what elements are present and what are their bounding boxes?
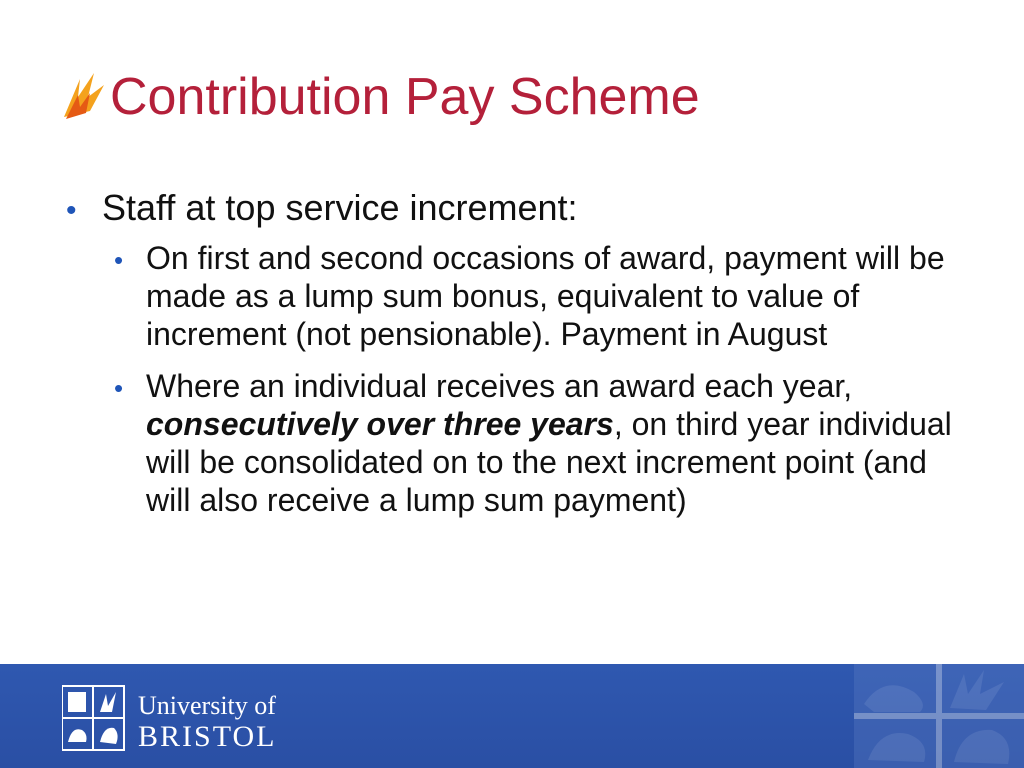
sub-bullet-list bbox=[114, 239, 976, 519]
bullet-dot: • bbox=[66, 194, 77, 227]
flame-icon bbox=[60, 67, 106, 127]
bullet-level1 bbox=[66, 186, 976, 233]
university-crest-logo bbox=[62, 682, 312, 754]
bullet-level1-text: Staff at top service increment: bbox=[102, 187, 578, 228]
slide-title: Contribution Pay Scheme bbox=[110, 68, 700, 126]
sub-bullet-2-tail: , on third year individual will be consolidated on to the next increment point (and will also receive a lump sum payment) bbox=[146, 406, 952, 518]
crest-watermark bbox=[854, 664, 1024, 768]
logo-line2: BRISTOL bbox=[138, 720, 277, 753]
crest-shield bbox=[62, 686, 124, 750]
sub-bullet-2-text bbox=[146, 367, 976, 519]
sub-bullet-2-lead: Where an individual receives an award each year, bbox=[146, 368, 853, 404]
bullet-dot: • bbox=[114, 245, 124, 275]
sub-bullet-2 bbox=[114, 367, 976, 519]
sub-bullet-1-text: On first and second occasions of award, payment will be made as a lump sum bonus, equivalent to value of increment (not pensionable). Payment in August bbox=[146, 240, 945, 352]
sub-bullet-1 bbox=[114, 239, 976, 353]
sub-bullet-2-emphasis: consecutively over three years bbox=[146, 406, 614, 442]
title-row bbox=[60, 62, 700, 132]
footer-band bbox=[0, 664, 1024, 768]
slide-body bbox=[66, 186, 976, 533]
logo-line1: University of bbox=[138, 691, 276, 720]
bullet-dot: • bbox=[114, 373, 124, 403]
